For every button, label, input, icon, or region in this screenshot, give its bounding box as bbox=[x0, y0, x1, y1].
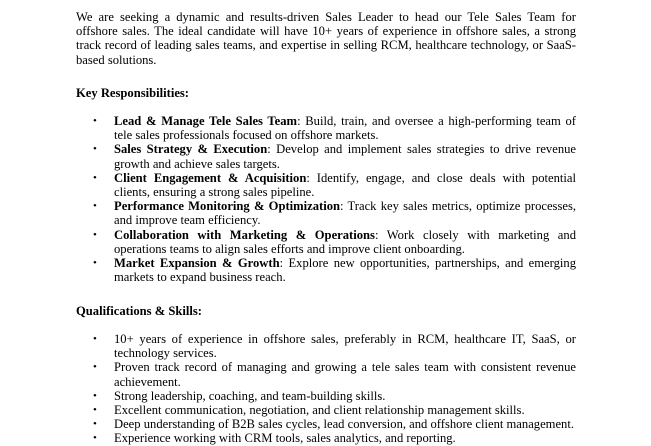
bullet-icon: • bbox=[93, 171, 97, 184]
qualifications-list bbox=[76, 332, 576, 446]
bullet-icon: • bbox=[93, 228, 97, 241]
bullet-icon: • bbox=[93, 404, 97, 417]
bullet-icon: • bbox=[93, 115, 97, 127]
intro-paragraph: We are seeking a dynamic and results-driven Sales Leader to head our Tele Sales Team for offshore sales. The ideal candidate will have 10+ years of experience in offshore sales, a strong track record of leading sales teams, and expertise in selling RCM, healthcare technology, or SaaS-based solutions. bbox=[76, 10, 576, 67]
item-text: Excellent communication, negotiation, and client relationship management skills. bbox=[114, 403, 525, 418]
item-text: : Track key sales metrics, optimize processes, and improve team efficiency. bbox=[114, 199, 576, 228]
list-item bbox=[76, 403, 576, 417]
item-title: Market Expansion & Growth bbox=[114, 256, 280, 271]
list-item bbox=[76, 417, 576, 431]
bullet-icon: • bbox=[93, 432, 97, 445]
item-title: Lead & Manage Tele Sales Team bbox=[114, 114, 298, 128]
responsibilities-list bbox=[76, 114, 576, 284]
list-item bbox=[76, 228, 576, 256]
list-item bbox=[76, 171, 576, 199]
bullet-icon: • bbox=[93, 200, 97, 213]
item-title: Sales Strategy & Execution bbox=[114, 142, 268, 157]
item-text: 10+ years of experience in offshore sales, preferably in RCM, healthcare IT, SaaS, or technology services. bbox=[114, 332, 576, 361]
bullet-icon: • bbox=[93, 389, 97, 402]
item-text: Proven track record of managing and growing a tele sales team with consistent revenue achievement. bbox=[114, 360, 576, 389]
item-text: : Identify, engage, and close deals with potential clients, ensuring a strong sales pipeline. bbox=[114, 170, 576, 200]
bullet-icon: • bbox=[93, 361, 97, 374]
item-text: Experience working with CRM tools, sales analytics, and reporting. bbox=[114, 431, 456, 446]
bullet-icon: • bbox=[93, 333, 97, 345]
bullet-icon: • bbox=[93, 143, 97, 156]
list-item bbox=[76, 360, 576, 388]
list-item bbox=[76, 256, 576, 284]
key-responsibilities-heading: Key Responsibilities: bbox=[76, 86, 189, 100]
list-item bbox=[76, 199, 576, 227]
bullet-icon: • bbox=[93, 257, 97, 270]
list-item bbox=[76, 332, 576, 360]
list-item bbox=[76, 114, 576, 142]
document-page bbox=[76, 10, 577, 446]
list-item bbox=[76, 389, 576, 403]
item-text: : Develop and implement sales strategies to drive revenue growth and achieve sales targets. bbox=[114, 142, 577, 171]
item-text: : Explore new opportunities, partnerships, and emerging markets to expand business reach. bbox=[114, 256, 576, 285]
bullet-icon: • bbox=[93, 418, 97, 431]
item-text: : Work closely with marketing and operations teams to align sales efforts and improve client onboarding. bbox=[114, 227, 576, 256]
item-title: Performance Monitoring & Optimization bbox=[114, 199, 341, 214]
item-text: : Build, train, and oversee a high-performing team of tele sales professionals focused on offshore markets. bbox=[114, 114, 576, 143]
item-text: Strong leadership, coaching, and team-building skills. bbox=[114, 388, 386, 403]
item-title: Client Engagement & Acquisition bbox=[114, 170, 307, 185]
qualifications-heading: Qualifications & Skills: bbox=[76, 304, 202, 318]
list-item bbox=[76, 431, 576, 445]
item-text: Deep understanding of B2B sales cycles, lead conversion, and offshore client management. bbox=[114, 417, 574, 432]
list-item bbox=[76, 142, 576, 170]
item-title: Collaboration with Marketing & Operations bbox=[114, 227, 375, 242]
